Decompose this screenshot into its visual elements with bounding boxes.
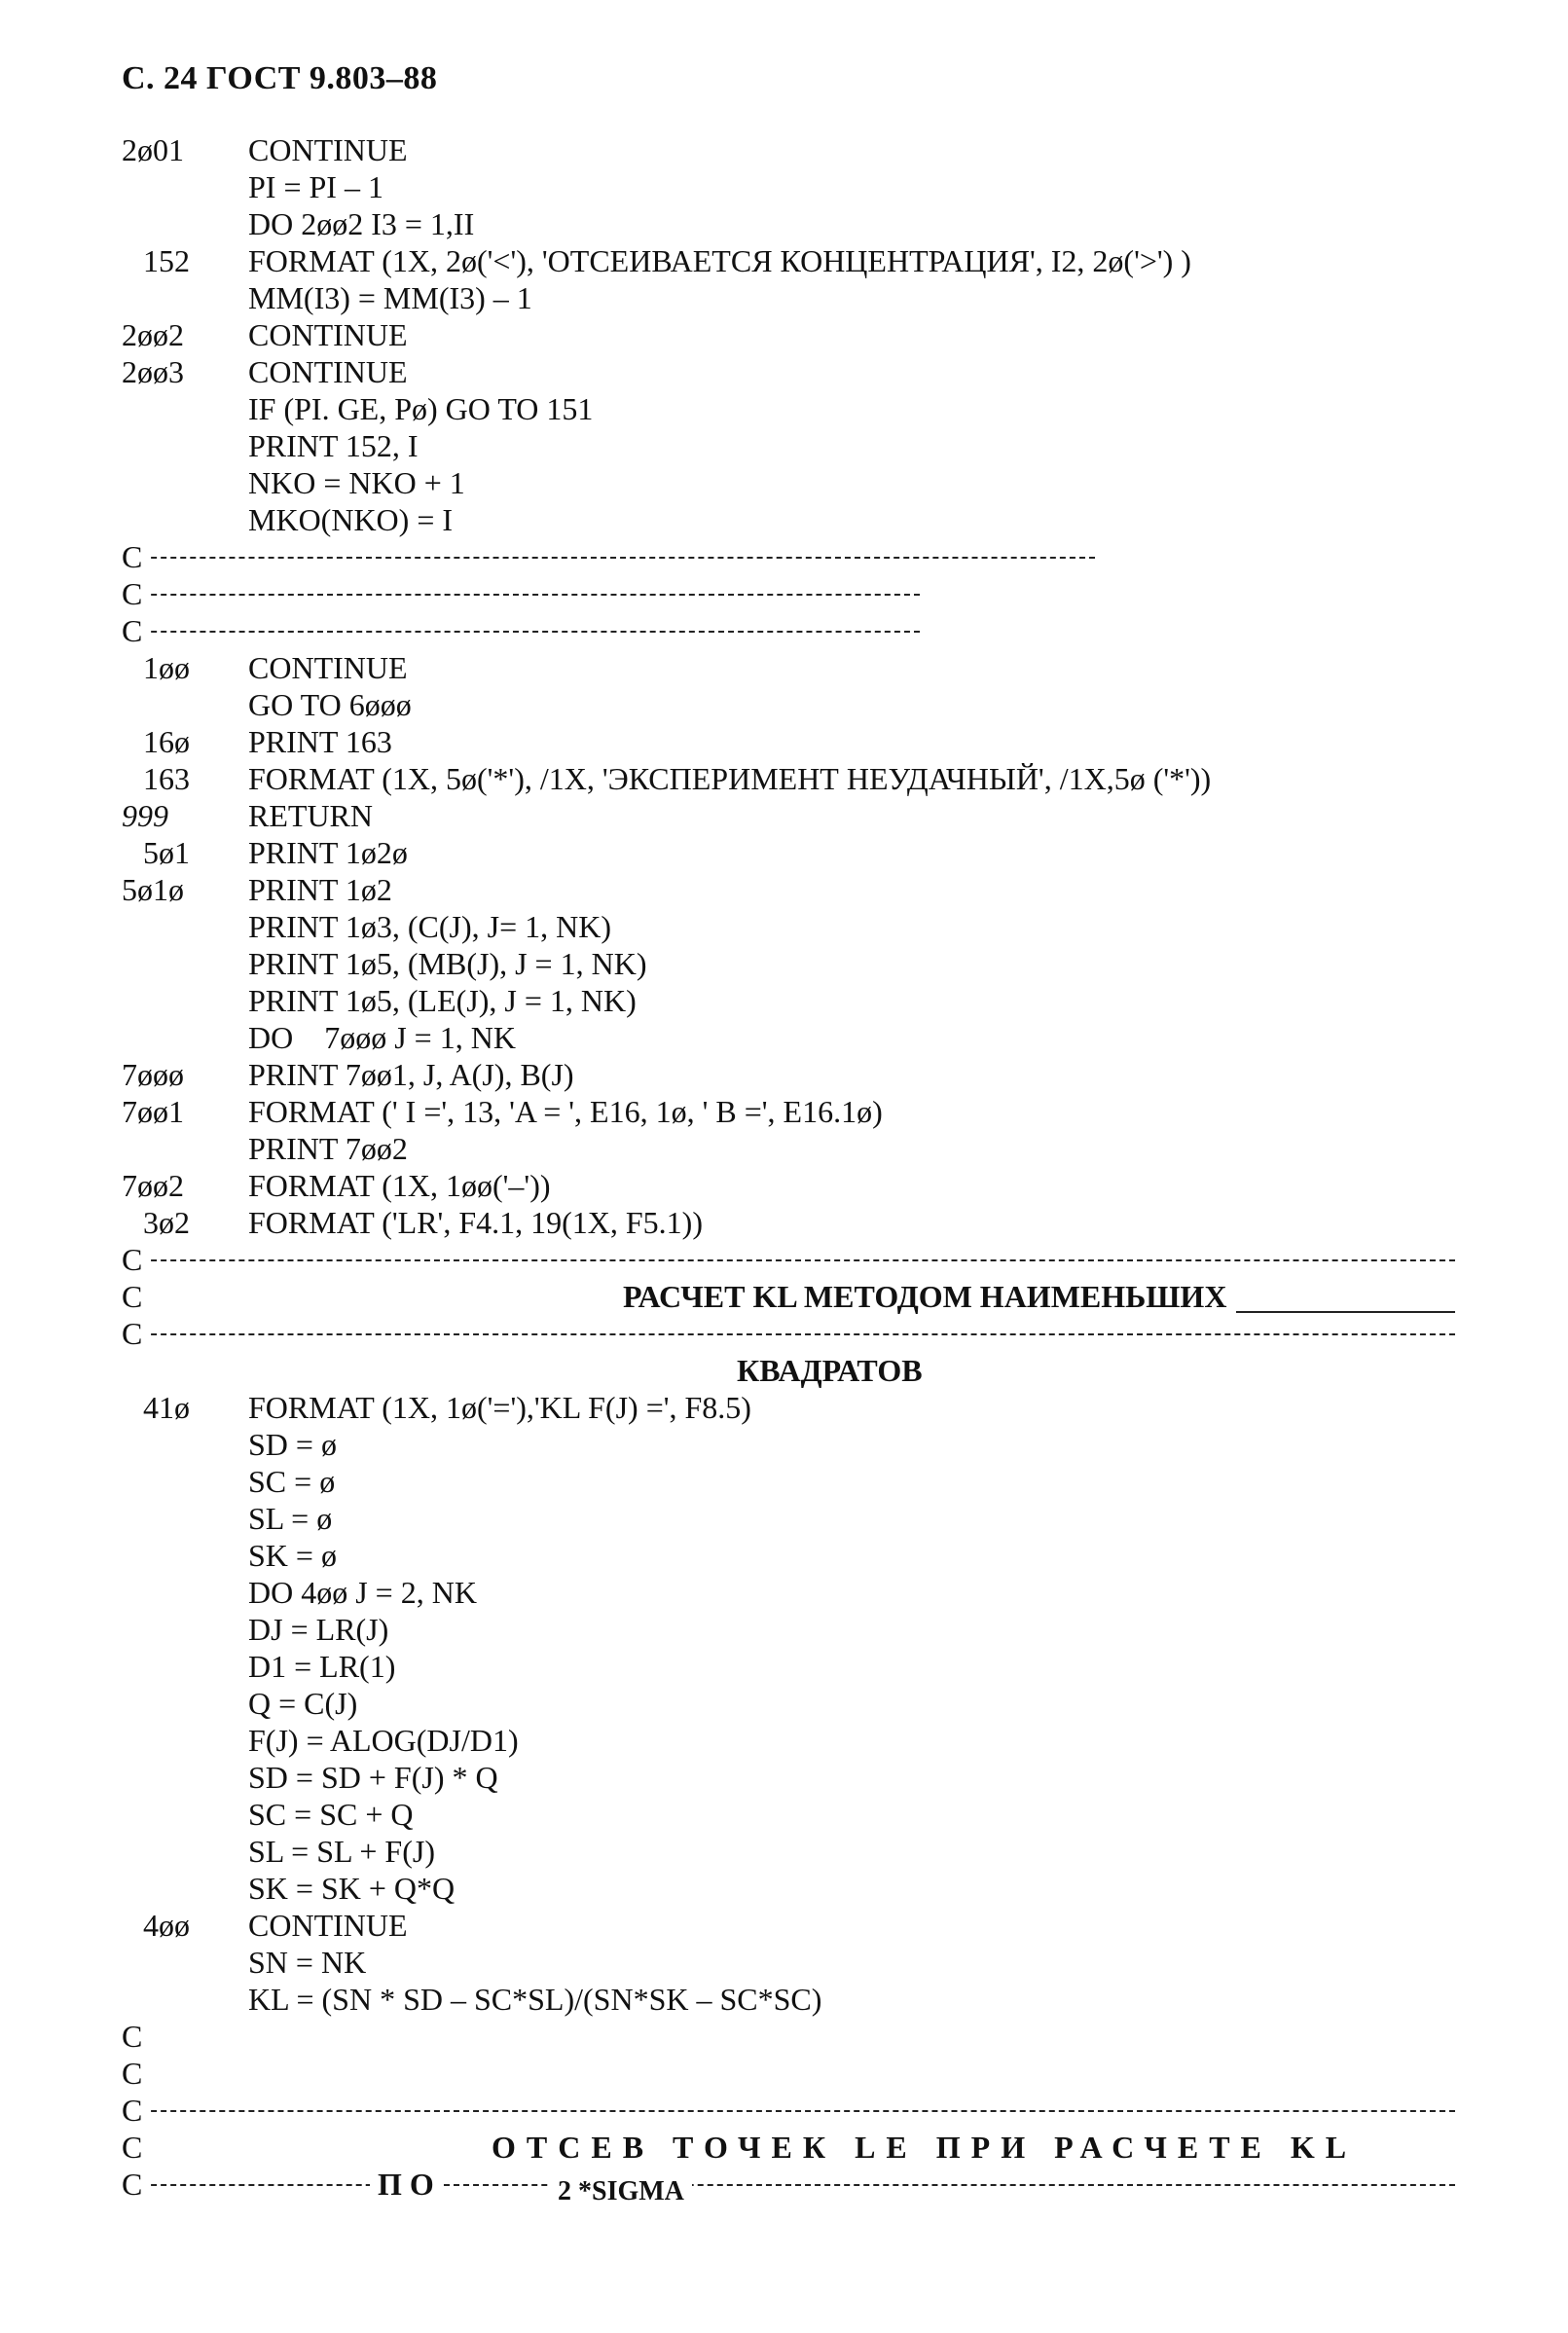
- statement-code: PRINT 7øø2: [248, 1131, 408, 1166]
- statement-label: 4øø: [143, 1908, 190, 1943]
- statement-label: 1øø: [143, 650, 190, 685]
- code-line: [122, 649, 1455, 686]
- code-line: [122, 316, 1455, 353]
- statement-code: SN = NK: [248, 1945, 367, 1980]
- comment-marker: C: [122, 2166, 148, 2203]
- code-line: [122, 168, 1455, 205]
- comment-marker: C: [122, 1278, 148, 1315]
- code-line: [122, 1611, 1455, 1648]
- statement-label: 7øøø: [122, 1057, 184, 1092]
- statement-code: KL = (SN * SD – SC*SL)/(SN*SK – SC*SC): [248, 1982, 822, 2017]
- code-line: [122, 501, 1455, 538]
- comment-marker: C: [122, 2129, 148, 2166]
- code-line: [122, 1204, 1455, 1241]
- comment-line: [122, 1315, 1455, 1352]
- comment-line: [122, 538, 1455, 575]
- dashed-rule: [122, 1333, 1455, 1335]
- comment-marker: C: [122, 2018, 148, 2055]
- code-line: [122, 242, 1455, 279]
- code-line: [122, 205, 1455, 242]
- comment-marker: C: [122, 538, 148, 575]
- code-line: [122, 1537, 1455, 1574]
- statement-code: PRINT 1ø5, (MB(J), J = 1, NK): [248, 946, 647, 981]
- code-line: [122, 686, 1455, 723]
- code-line: [122, 1759, 1455, 1796]
- dashed-rule: [122, 557, 1095, 559]
- dashed-rule: [122, 631, 920, 633]
- heading-continuation: [122, 1352, 1455, 1389]
- code-line: [122, 1907, 1455, 1944]
- statement-code: PRINT 1ø2ø: [248, 835, 408, 870]
- code-listing: [122, 131, 1455, 2206]
- comment-marker: C: [122, 2055, 148, 2092]
- statement-code: SD = SD + F(J) * Q: [248, 1760, 498, 1795]
- comment-line: [122, 1278, 1455, 1315]
- statement-code: SL = SL + F(J): [248, 1834, 435, 1869]
- code-line: [122, 353, 1455, 390]
- statement-code: CONTINUE: [248, 317, 408, 352]
- comment-marker: C: [122, 612, 148, 649]
- statement-code: FORMAT (1X, 1øø('–')): [248, 1168, 551, 1203]
- comment-text: 2 *SIGMA: [550, 2173, 692, 2210]
- code-line: [122, 1130, 1455, 1167]
- section-heading: РАСЧЕТ KL МЕТОДОМ НАИМЕНЬШИХ: [613, 1278, 1236, 1315]
- statement-code: DO 2øø2 I3 = 1,II: [248, 206, 475, 241]
- statement-code: RETURN: [248, 798, 373, 833]
- statement-code: PI = PI – 1: [248, 169, 383, 204]
- statement-code: PRINT 1ø2: [248, 872, 392, 907]
- statement-label: 152: [143, 243, 190, 278]
- code-line: [122, 723, 1455, 760]
- statement-code: F(J) = ALOG(DJ/D1): [248, 1723, 519, 1758]
- dashed-rule: [122, 594, 920, 596]
- solid-rule: [1222, 1311, 1455, 1313]
- statement-code: SC = ø: [248, 1464, 336, 1499]
- statement-code: DO 4øø J = 2, NK: [248, 1575, 477, 1610]
- code-line: [122, 1574, 1455, 1611]
- comment-line: [122, 2166, 1455, 2206]
- statement-code: PRINT 152, I: [248, 428, 419, 463]
- code-line: [122, 1500, 1455, 1537]
- statement-code: FORMAT (' I =', 13, 'A = ', E16, 1ø, ' B =', E16.1ø): [248, 1094, 883, 1129]
- comment-line: [122, 2129, 1455, 2166]
- comment-line: [122, 575, 1455, 612]
- comment-marker: C: [122, 575, 148, 612]
- section-heading: ОТСЕВ ТОЧЕК LE ПРИ РАСЧЕТЕ KL: [492, 2130, 1358, 2165]
- code-line: [122, 1426, 1455, 1463]
- code-line: [122, 1944, 1455, 1981]
- dashed-rule: [122, 2110, 1455, 2112]
- code-line: [122, 834, 1455, 871]
- code-line: [122, 1685, 1455, 1722]
- code-line: [122, 464, 1455, 501]
- code-line: [122, 1796, 1455, 1833]
- statement-code: D1 = LR(1): [248, 1649, 396, 1684]
- statement-label: 2øø2: [122, 317, 184, 352]
- statement-code: PRINT 163: [248, 724, 392, 759]
- code-line: [122, 797, 1455, 834]
- statement-label: 5ø1ø: [122, 872, 184, 907]
- comment-line: [122, 2018, 1455, 2055]
- statement-label: 16ø: [143, 724, 190, 759]
- comment-marker: C: [122, 2092, 148, 2129]
- statement-label: 41ø: [143, 1390, 190, 1425]
- statement-code: FORMAT (1X, 2ø('<'), 'ОТСЕИВАЕТСЯ КОНЦЕНТРАЦИЯ', I2, 2ø('>') ): [248, 243, 1191, 278]
- statement-label: 3ø2: [143, 1205, 190, 1240]
- code-line: [122, 279, 1455, 316]
- statement-code: CONTINUE: [248, 1908, 408, 1943]
- statement-label: 999: [122, 798, 168, 833]
- statement-code: FORMAT (1X, 5ø('*'), /1X, 'ЭКСПЕРИМЕНТ НЕУДАЧНЫЙ', /1X,5ø ('*')): [248, 761, 1212, 796]
- statement-code: MM(I3) = MM(I3) – 1: [248, 280, 532, 315]
- statement-code: CONTINUE: [248, 132, 408, 167]
- statement-label: 7øø2: [122, 1168, 184, 1203]
- comment-marker: C: [122, 1315, 148, 1352]
- code-line: [122, 1019, 1455, 1056]
- code-line: [122, 871, 1455, 908]
- code-line: [122, 1463, 1455, 1500]
- code-line: [122, 760, 1455, 797]
- code-line: [122, 945, 1455, 982]
- code-line: [122, 427, 1455, 464]
- dashed-rule: [122, 2184, 1455, 2186]
- code-line: [122, 982, 1455, 1019]
- statement-code: NKO = NKO + 1: [248, 465, 465, 500]
- code-line: [122, 390, 1455, 427]
- page-header: С. 24 ГОСТ 9.803–88: [122, 60, 438, 96]
- statement-label: 163: [143, 761, 190, 796]
- comment-text: П О: [370, 2166, 442, 2203]
- statement-label: 2øø3: [122, 354, 184, 389]
- statement-code: CONTINUE: [248, 650, 408, 685]
- statement-code: GO TO 6øøø: [248, 687, 412, 722]
- code-line: [122, 1981, 1455, 2018]
- statement-label: 7øø1: [122, 1094, 184, 1129]
- statement-code: IF (PI. GE, Pø) GO TO 151: [248, 391, 594, 426]
- comment-line: [122, 2092, 1455, 2129]
- code-line: [122, 1648, 1455, 1685]
- code-line: [122, 131, 1455, 168]
- statement-code: PRINT 1ø5, (LE(J), J = 1, NK): [248, 983, 637, 1018]
- statement-code: MKO(NKO) = I: [248, 502, 454, 537]
- statement-code: PRINT 7øø1, J, A(J), B(J): [248, 1057, 574, 1092]
- statement-code: CONTINUE: [248, 354, 408, 389]
- comment-line: [122, 1241, 1455, 1278]
- code-line: [122, 1722, 1455, 1759]
- statement-code: SD = ø: [248, 1427, 337, 1462]
- code-line: [122, 1093, 1455, 1130]
- statement-code: DJ = LR(J): [248, 1612, 389, 1647]
- section-heading-continuation: КВАДРАТОВ: [737, 1353, 923, 1388]
- statement-code: SC = SC + Q: [248, 1797, 414, 1832]
- code-line: [122, 1833, 1455, 1870]
- code-line: [122, 908, 1455, 945]
- statement-code: Q = C(J): [248, 1686, 358, 1721]
- statement-code: DO 7øøø J = 1, NK: [248, 1020, 516, 1055]
- comment-line: [122, 612, 1455, 649]
- comment-marker: C: [122, 1241, 148, 1278]
- comment-line: [122, 2055, 1455, 2092]
- statement-code: SK = SK + Q*Q: [248, 1871, 456, 1906]
- statement-label: 5ø1: [143, 835, 190, 870]
- statement-label: 2ø01: [122, 132, 184, 167]
- statement-code: FORMAT (1X, 1ø('='),'KL F(J) =', F8.5): [248, 1390, 751, 1425]
- code-line: [122, 1870, 1455, 1907]
- statement-code: PRINT 1ø3, (C(J), J= 1, NK): [248, 909, 612, 944]
- code-line: [122, 1389, 1455, 1426]
- dashed-rule: [122, 1259, 1455, 1261]
- statement-code: SK = ø: [248, 1538, 337, 1573]
- statement-code: SL = ø: [248, 1501, 333, 1536]
- code-line: [122, 1056, 1455, 1093]
- code-line: [122, 1167, 1455, 1204]
- statement-code: FORMAT ('LR', F4.1, 19(1X, F5.1)): [248, 1205, 703, 1240]
